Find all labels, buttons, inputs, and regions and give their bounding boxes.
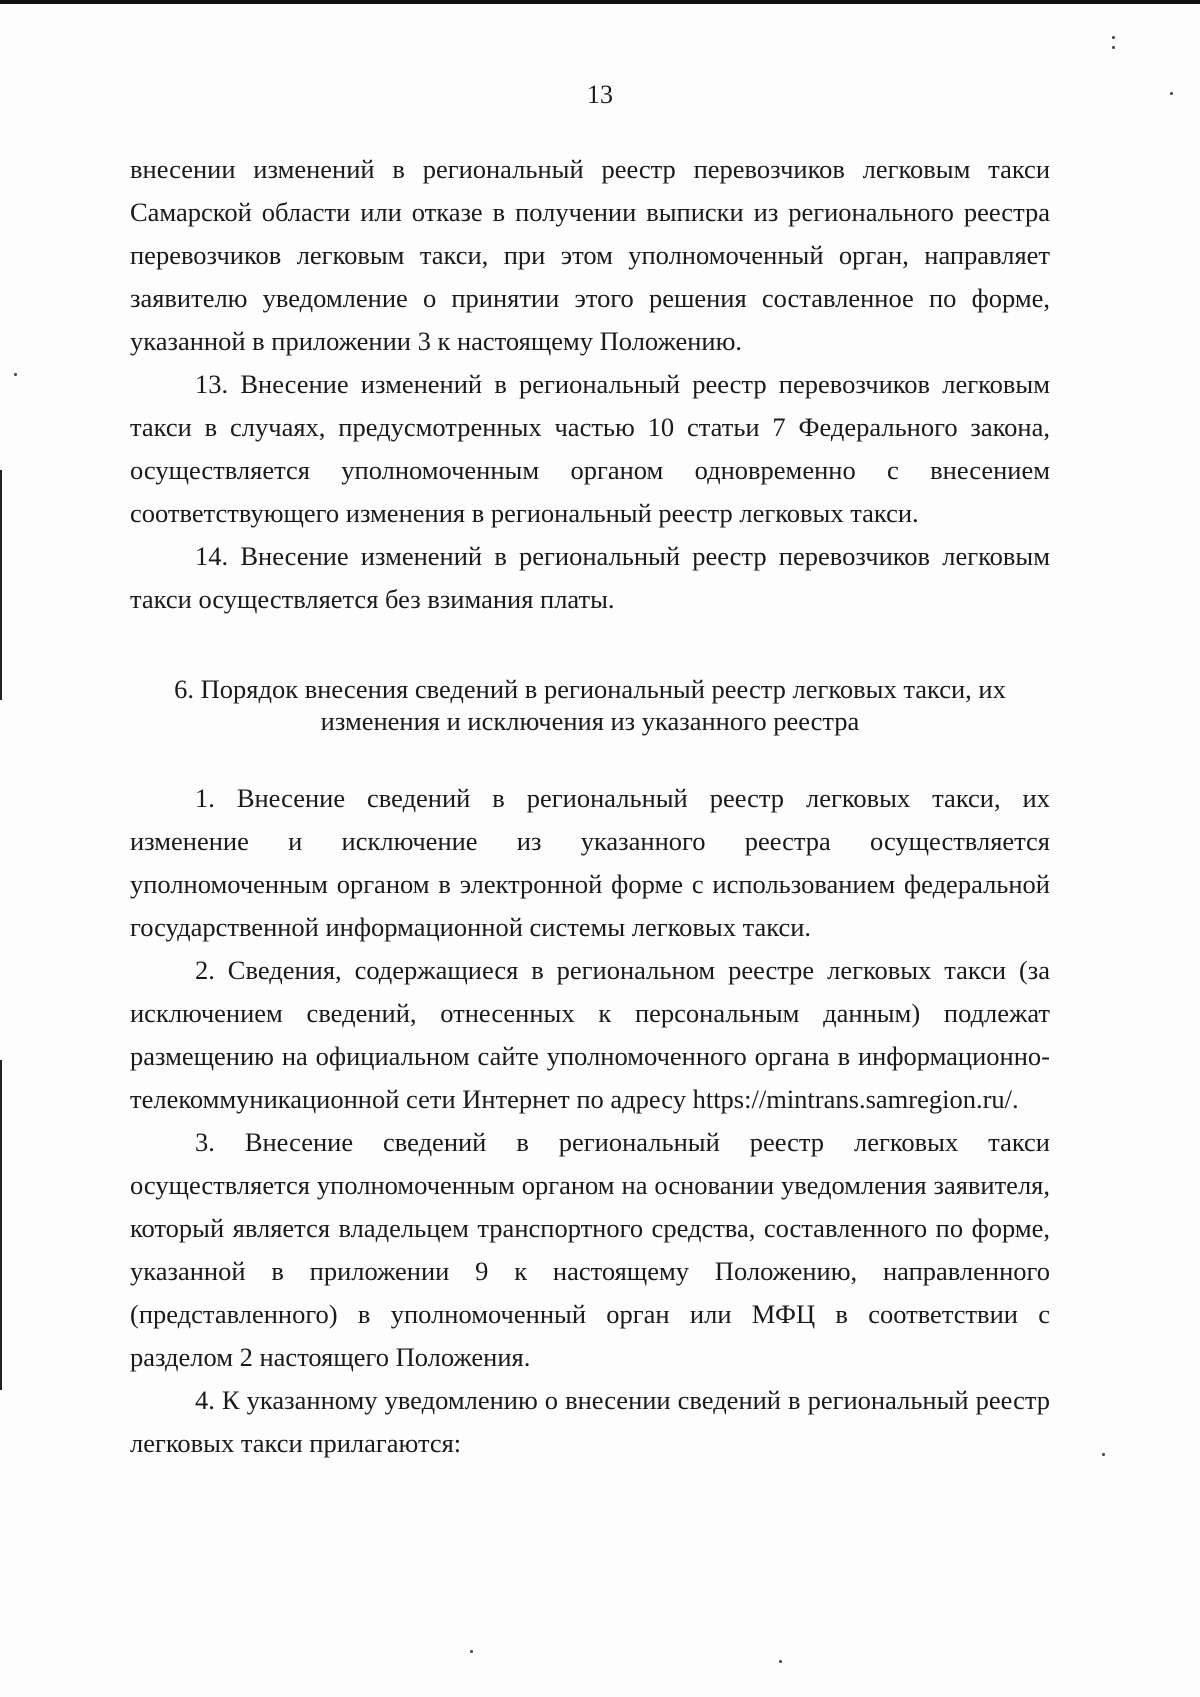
scan-speck: [1112, 36, 1115, 39]
section-6-paragraph-3: 3. Внесение сведений в региональный реестр легковых такси осуществляется уполномоченным органом на основании уведомления заявителя, который является владельцем транспортного средства, составленного по форме, указанной в приложении 9 к настоящему Положению, направленного (представленного) в уполномоченный орган или МФЦ в соответствии с разделом 2 настоящего Положения.: [130, 1127, 1050, 1372]
paragraph-14: 14. Внесение изменений в региональный реестр перевозчиков легковым такси осуществляется без взимания платы.: [130, 541, 1050, 614]
paragraph-continuation: внесении изменений в региональный реестр перевозчиков легковым такси Самарской области или отказе в получении выписки из регионального реестра перевозчиков легковым такси, при этом уполномоченный орган, направляет заявителю уведомление о принятии этого решения составленное по форме, указанной в приложении 3 к настоящему Положению.: [130, 154, 1050, 356]
section-6-paragraph-1: 1. Внесение сведений в региональный реестр легковых такси, их изменение и исключение из указанного реестра осуществляется уполномоченным органом в электронной форме с использованием федеральной государственной информационной системы легковых такси.: [130, 783, 1050, 942]
page-number: 13: [587, 80, 613, 109]
document-body: [130, 148, 1050, 1465]
scan-top-border: [0, 0, 1200, 4]
section-6-paragraph-4: 4. К указанному уведомлению о внесении сведений в региональный реестр легковых такси прилагаются:: [130, 1385, 1050, 1458]
section-6-paragraph-2: 2. Сведения, содержащиеся в региональном реестре легковых такси (за исключением сведений, отнесенных к персональным данным) подлежат размещению на официальном сайте уполномоченного органа в информационно-телекоммуникационной сети Интернет по адресу https://mintrans.samregion.ru/.: [130, 955, 1050, 1114]
scan-speck: [14, 373, 17, 376]
paragraph-13: 13. Внесение изменений в региональный реестр перевозчиков легковым такси в случаях, предусмотренных частью 10 статьи 7 Федерального закона, осуществляется уполномоченным органом одновременно с внесением соответствующего изменения в региональный реестр легковых такси.: [130, 369, 1050, 528]
scan-edge-mark: [0, 470, 2, 700]
scan-speck: [1102, 1453, 1105, 1456]
scan-edge-mark: [0, 1060, 2, 1390]
section-heading-line-2: изменения и исключения из указанного реестра: [320, 706, 860, 736]
section-heading-line-1: 6. Порядок внесения сведений в региональный реестр легковых такси, их: [174, 674, 1006, 704]
scan-speck: [470, 1650, 473, 1653]
section-heading: [130, 673, 1050, 737]
scan-speck: [1112, 46, 1115, 49]
scan-speck: [779, 1660, 782, 1663]
